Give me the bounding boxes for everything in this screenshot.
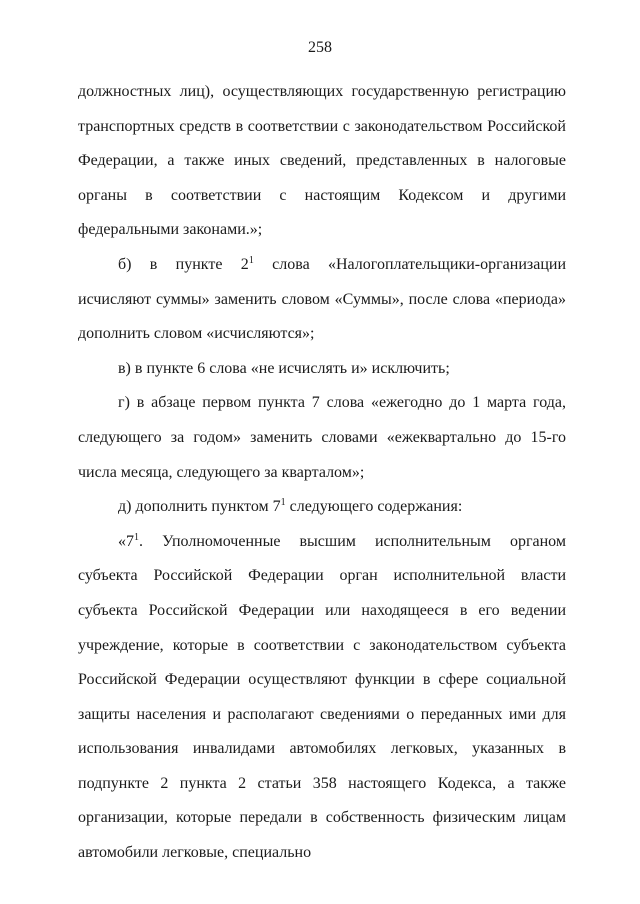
paragraph-text-start: «7 — [118, 532, 134, 550]
paragraph-item-g — [78, 386, 566, 490]
document-body — [78, 75, 566, 871]
paragraph-continuation — [78, 75, 566, 248]
page-number: 258 — [308, 39, 332, 56]
paragraph-text-start: б) в пункте 2 — [118, 255, 249, 273]
superscript: 1 — [280, 497, 286, 509]
paragraph-text-end: . Уполномоченные высшим исполнительным органом субъекта Российской Федерации орган исполнительной власти субъекта Российской Федерации или находящееся в его ведении учреждение, которые в соответствии с законодательством субъекта Российской Федерации осуществляют функции в сфере социальной защиты населения и располагают сведениями о переданных ими для использования инвалидами автомобилях легковых, указанных в подпункте 2 пункта 2 статьи 358 настоящего Кодекса, а также организации, которые передали в собственность физическим лицам автомобили легковые, специально — [78, 532, 566, 862]
paragraph-text-start: д) дополнить пунктом 7 — [118, 498, 281, 516]
paragraph-text-end: слова «Налогоплательщики-организации исчисляют суммы» заменить словом «Суммы», после слова «периода» дополнить словом «исчисляются»; — [78, 255, 567, 343]
paragraph-item-b — [78, 248, 566, 352]
paragraph-item-d — [78, 490, 566, 525]
superscript: 1 — [248, 254, 254, 266]
paragraph-text: в) в пункте 6 слова «не исчислять и» исключить; — [118, 359, 450, 377]
paragraph-text-end: следующего содержания: — [285, 498, 463, 516]
paragraph-text: должностных лиц), осуществляющих государственную регистрацию транспортных средств в соответствии с законодательством Российской Федерации, а также иных сведений, представленных в налоговые органы в соответствии с настоящим Кодексом и другими федеральными законами.»; — [78, 83, 566, 239]
paragraph-text: г) в абзаце первом пункта 7 слова «ежегодно до 1 марта года, следующего за годом» заменить словами «ежеквартально до 15-го числа месяца, следующего за кварталом»; — [78, 394, 566, 481]
paragraph-item-v — [78, 352, 566, 387]
superscript: 1 — [134, 531, 139, 543]
paragraph-point-7-1 — [78, 525, 566, 871]
